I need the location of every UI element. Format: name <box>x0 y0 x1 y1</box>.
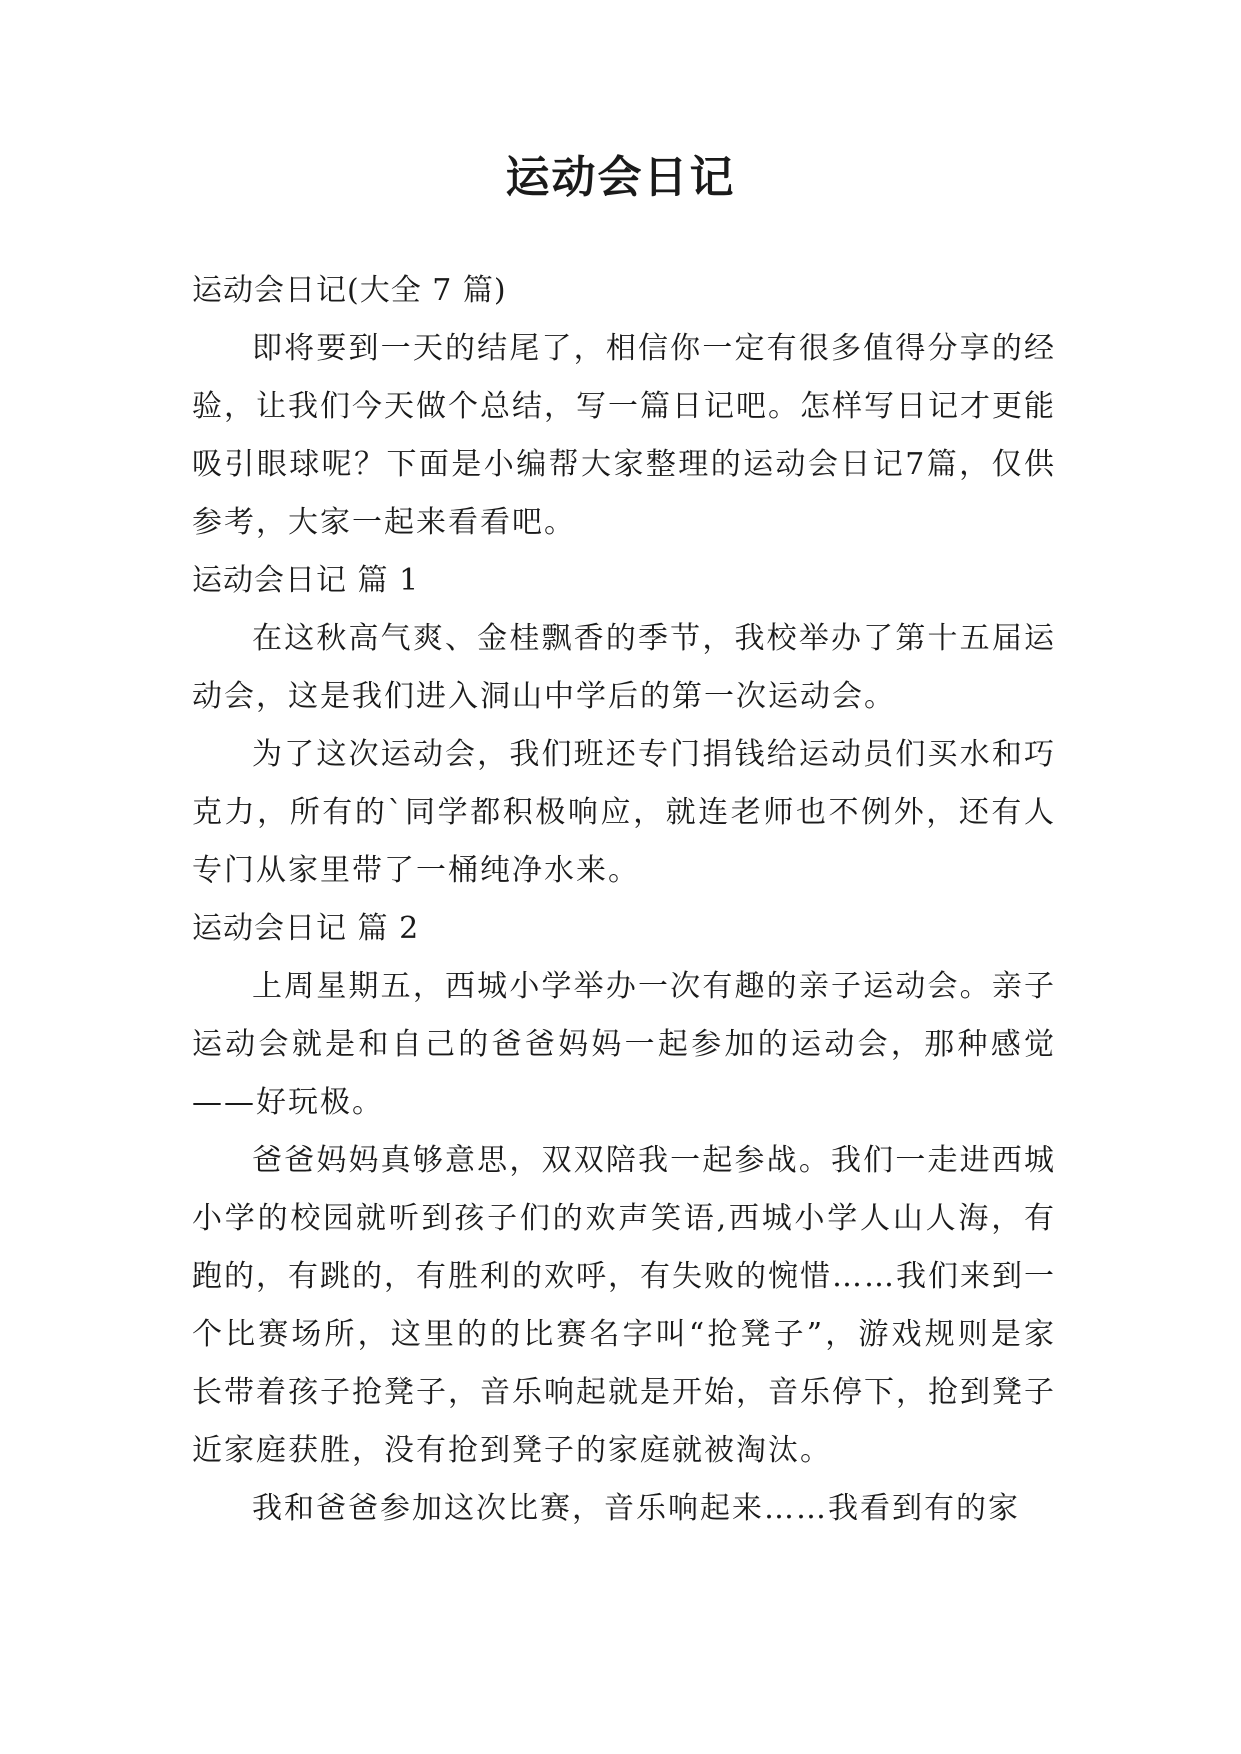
paragraph: 为了这次运动会，我们班还专门捐钱给运动员们买水和巧克力，所有的`同学都积极响应，就连老师也不例外，还有人专门从家里带了一桶纯净水来。 <box>192 737 1056 888</box>
paragraph: 上周星期五，西城小学举办一次有趣的亲子运动会。亲子运动会就是和自己的爸爸妈妈一起参加的运动会，那种感觉——好玩极。 <box>192 969 1056 1120</box>
section-heading-1: 运动会日记 篇 1 <box>192 563 420 598</box>
paragraph: 爸爸妈妈真够意思，双双陪我一起参战。我们一走进西城小学的校园就听到孩子们的欢声笑语,西城小学人山人海，有跑的，有跳的，有胜利的欢呼，有失败的惋惜……我们来到一个比赛场所，这里的的比赛名字叫“抢凳子”，游戏规则是家长带着孩子抢凳子，音乐响起就是开始，音乐停下，抢到凳子近家庭获胜，没有抢到凳子的家庭就被淘汰。 <box>192 1143 1056 1468</box>
document-body <box>192 262 1056 1538</box>
document-title: 运动会日记 <box>505 152 736 203</box>
paragraph: 我和爸爸参加这次比赛，音乐响起来……我看到有的家 <box>252 1491 1020 1526</box>
intro-paragraph: 即将要到一天的结尾了，相信你一定有很多值得分享的经验，让我们今天做个总结，写一篇日记吧。怎样写日记才更能吸引眼球呢？下面是小编帮大家整理的运动会日记7篇，仅供参考，大家一起来看看吧。 <box>192 331 1056 540</box>
collection-heading: 运动会日记(大全 7 篇) <box>192 273 507 308</box>
paragraph: 在这秋高气爽、金桂飘香的季节，我校举办了第十五届运动会，这是我们进入洞山中学后的第一次运动会。 <box>192 621 1056 714</box>
section-heading-2: 运动会日记 篇 2 <box>192 911 420 946</box>
